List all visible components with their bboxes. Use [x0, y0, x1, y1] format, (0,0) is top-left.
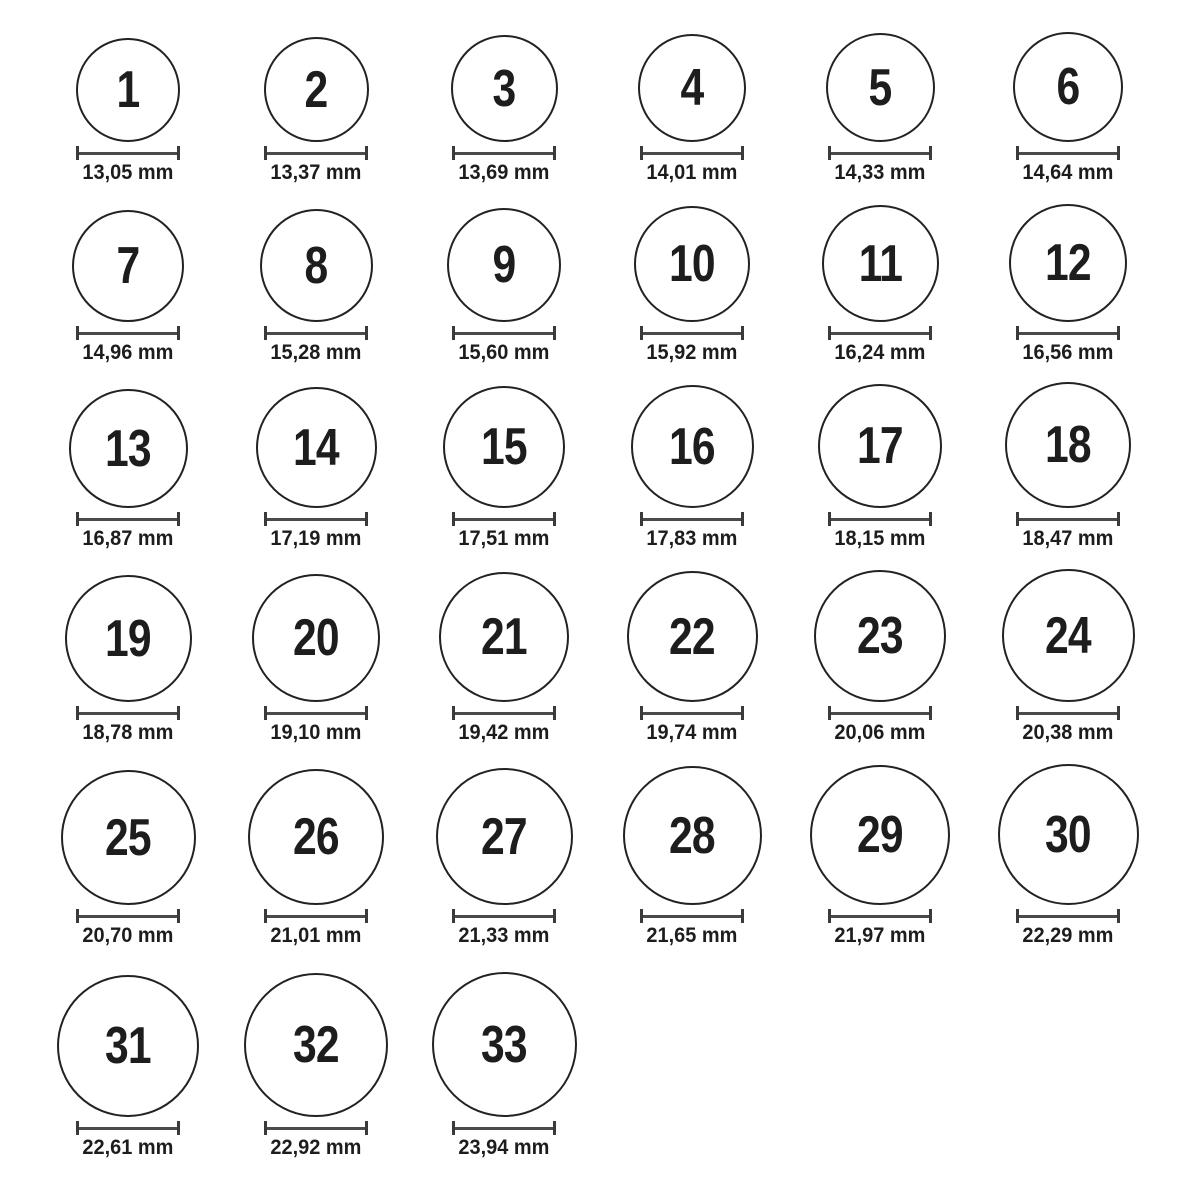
- ring-circle: [998, 764, 1139, 905]
- ring-circle: [256, 387, 377, 508]
- diameter-label: 19,42 mm: [458, 721, 550, 744]
- ring-size-number: 14: [293, 418, 339, 477]
- ring-size-item: [76, 38, 180, 186]
- ring-circle: [65, 575, 192, 702]
- diameter-label: 14,96 mm: [82, 341, 174, 364]
- diameter-measure-line: [452, 1121, 556, 1135]
- ring-circle: [826, 33, 935, 142]
- measure-bar: [79, 915, 177, 918]
- measure-bar: [79, 152, 177, 155]
- diameter-measure-line: [264, 1121, 368, 1135]
- measure-right-tick: [1117, 146, 1120, 160]
- ring-size-item: [69, 389, 188, 552]
- diameter-label: 16,24 mm: [834, 341, 926, 364]
- ring-size-item: [810, 765, 950, 949]
- measure-bar: [1019, 712, 1117, 715]
- measure-bar: [267, 152, 365, 155]
- diameter-measure-line: [1016, 326, 1120, 340]
- diameter-measure-line: [640, 146, 744, 160]
- diameter-label: 15,60 mm: [458, 341, 550, 364]
- ring-circle: [260, 209, 373, 322]
- diameter-label: 23,94 mm: [458, 1136, 550, 1159]
- ring-size-number: 30: [1045, 805, 1091, 864]
- diameter-measure-line: [76, 706, 180, 720]
- measure-right-tick: [177, 909, 180, 923]
- diameter-measure-line: [76, 146, 180, 160]
- diameter-measure-line: [76, 512, 180, 526]
- diameter-label: 22,29 mm: [1022, 924, 1114, 947]
- measure-right-tick: [741, 512, 744, 526]
- ring-size-item: [264, 37, 369, 186]
- ring-circle: [818, 384, 942, 508]
- measure-bar: [831, 915, 929, 918]
- diameter-measure-line: [452, 146, 556, 160]
- diameter-measure-line: [452, 326, 556, 340]
- ring-size-number: 33: [481, 1015, 527, 1074]
- ring-size-item: [998, 764, 1139, 949]
- diameter-label: 21,33 mm: [458, 924, 550, 947]
- measure-bar: [1019, 152, 1117, 155]
- ring-circle: [72, 210, 184, 322]
- ring-size-number: 23: [857, 607, 903, 665]
- diameter-measure-line: [1016, 706, 1120, 720]
- ring-size-number: 25: [105, 808, 151, 867]
- diameter-measure-line: [264, 512, 368, 526]
- measure-right-tick: [1117, 909, 1120, 923]
- ring-size-number: 32: [293, 1016, 339, 1074]
- measure-right-tick: [553, 146, 556, 160]
- measure-right-tick: [741, 146, 744, 160]
- ring-size-number: 29: [857, 806, 903, 864]
- diameter-measure-line: [828, 706, 932, 720]
- ring-size-item: [57, 975, 199, 1161]
- measure-bar: [831, 332, 929, 335]
- measure-right-tick: [365, 706, 368, 720]
- diameter-label: 18,78 mm: [82, 721, 174, 744]
- measure-right-tick: [929, 706, 932, 720]
- measure-bar: [79, 1127, 177, 1130]
- ring-circle: [1002, 569, 1135, 702]
- ring-size-item: [61, 770, 196, 949]
- diameter-label: 19,10 mm: [270, 721, 362, 744]
- ring-size-number: 21: [481, 608, 527, 666]
- ring-size-number: 15: [481, 418, 527, 476]
- diameter-label: 17,19 mm: [270, 527, 362, 550]
- diameter-label: 19,74 mm: [646, 721, 738, 744]
- measure-right-tick: [1117, 326, 1120, 340]
- ring-size-number: 6: [1056, 58, 1080, 116]
- measure-bar: [643, 518, 741, 521]
- measure-right-tick: [177, 146, 180, 160]
- measure-bar: [643, 332, 741, 335]
- measure-right-tick: [929, 146, 932, 160]
- ring-circle: [623, 766, 762, 905]
- measure-right-tick: [365, 909, 368, 923]
- diameter-label: 21,65 mm: [646, 924, 738, 947]
- ring-size-number: 12: [1045, 234, 1091, 292]
- measure-right-tick: [553, 326, 556, 340]
- diameter-label: 22,92 mm: [270, 1136, 362, 1159]
- ring-size-number: 1: [116, 61, 140, 119]
- ring-size-item: [814, 570, 946, 746]
- measure-bar: [79, 518, 177, 521]
- diameter-label: 20,70 mm: [82, 924, 174, 947]
- diameter-measure-line: [76, 909, 180, 923]
- measure-bar: [1019, 915, 1117, 918]
- ring-size-number: 27: [481, 807, 527, 866]
- ring-circle: [439, 572, 569, 702]
- ring-circle: [822, 205, 939, 322]
- ring-size-item: [432, 972, 577, 1161]
- diameter-label: 13,37 mm: [270, 161, 362, 184]
- ring-size-number: 9: [492, 236, 516, 294]
- ring-size-item: [260, 209, 373, 366]
- ring-circle: [264, 37, 369, 142]
- diameter-measure-line: [1016, 146, 1120, 160]
- diameter-label: 18,47 mm: [1022, 527, 1114, 550]
- ring-circle: [69, 389, 188, 508]
- measure-bar: [455, 712, 553, 715]
- diameter-label: 17,83 mm: [646, 527, 738, 550]
- ring-circle: [627, 571, 758, 702]
- measure-bar: [831, 712, 929, 715]
- ring-size-number: 19: [105, 609, 151, 668]
- diameter-measure-line: [640, 326, 744, 340]
- diameter-label: 18,15 mm: [834, 527, 926, 550]
- ring-size-number: 31: [105, 1017, 151, 1075]
- ring-circle: [252, 574, 380, 702]
- ring-circle: [451, 35, 558, 142]
- diameter-label: 21,97 mm: [834, 924, 926, 947]
- measure-right-tick: [365, 512, 368, 526]
- diameter-label: 13,69 mm: [458, 161, 550, 184]
- ring-size-item: [436, 768, 573, 949]
- ring-size-item: [1005, 382, 1131, 552]
- measure-bar: [267, 712, 365, 715]
- ring-size-item: [822, 205, 939, 366]
- diameter-label: 16,56 mm: [1022, 341, 1114, 364]
- ring-circle: [631, 385, 754, 508]
- measure-bar: [267, 915, 365, 918]
- ring-circle: [443, 386, 565, 508]
- measure-bar: [267, 518, 365, 521]
- diameter-label: 22,61 mm: [82, 1136, 174, 1159]
- diameter-measure-line: [828, 326, 932, 340]
- measure-right-tick: [177, 706, 180, 720]
- ring-size-item: [627, 571, 758, 746]
- diameter-measure-line: [640, 909, 744, 923]
- ring-size-item: [1009, 204, 1127, 366]
- diameter-label: 14,33 mm: [834, 161, 926, 184]
- diameter-label: 14,64 mm: [1022, 161, 1114, 184]
- ring-circle: [634, 206, 750, 322]
- ring-circle: [432, 972, 577, 1117]
- measure-right-tick: [929, 909, 932, 923]
- ring-size-item: [818, 384, 942, 552]
- ring-circle: [810, 765, 950, 905]
- ring-size-item: [244, 973, 388, 1161]
- ring-circle: [436, 768, 573, 905]
- ring-circle: [1013, 32, 1123, 142]
- measure-bar: [455, 1127, 553, 1130]
- diameter-measure-line: [640, 512, 744, 526]
- ring-size-item: [447, 208, 561, 366]
- ring-size-number: 11: [858, 234, 902, 293]
- ring-size-item: [439, 572, 569, 746]
- ring-size-item: [634, 206, 750, 366]
- ring-size-number: 22: [669, 607, 715, 666]
- ring-circle: [244, 973, 388, 1117]
- ring-size-chart: [34, 0, 1200, 1161]
- diameter-label: 13,05 mm: [82, 161, 174, 184]
- diameter-label: 16,87 mm: [82, 527, 174, 550]
- ring-size-item: [256, 387, 377, 552]
- ring-size-number: 13: [105, 419, 151, 478]
- diameter-label: 20,38 mm: [1022, 721, 1114, 744]
- measure-right-tick: [741, 706, 744, 720]
- ring-size-number: 26: [293, 808, 339, 866]
- ring-size-item: [826, 33, 935, 186]
- ring-size-item: [252, 574, 380, 746]
- measure-right-tick: [1117, 706, 1120, 720]
- ring-size-number: 7: [116, 237, 140, 295]
- ring-size-number: 10: [669, 235, 715, 293]
- ring-circle: [248, 769, 384, 905]
- measure-right-tick: [741, 909, 744, 923]
- measure-bar: [79, 712, 177, 715]
- diameter-measure-line: [452, 512, 556, 526]
- ring-size-item: [1002, 569, 1135, 746]
- ring-size-number: 24: [1045, 606, 1091, 665]
- ring-size-number: 2: [304, 60, 328, 119]
- measure-bar: [1019, 332, 1117, 335]
- measure-bar: [455, 518, 553, 521]
- ring-size-number: 8: [304, 236, 328, 295]
- diameter-label: 21,01 mm: [270, 924, 362, 947]
- ring-circle: [638, 34, 746, 142]
- measure-bar: [267, 1127, 365, 1130]
- measure-right-tick: [365, 1121, 368, 1135]
- ring-circle: [447, 208, 561, 322]
- diameter-label: 14,01 mm: [646, 161, 738, 184]
- diameter-measure-line: [264, 146, 368, 160]
- measure-bar: [455, 915, 553, 918]
- diameter-label: 15,92 mm: [646, 341, 738, 364]
- ring-circle: [57, 975, 199, 1117]
- diameter-measure-line: [264, 909, 368, 923]
- diameter-measure-line: [828, 146, 932, 160]
- ring-circle: [814, 570, 946, 702]
- measure-right-tick: [929, 326, 932, 340]
- ring-size-number: 3: [492, 59, 516, 118]
- measure-bar: [643, 712, 741, 715]
- ring-circle: [1009, 204, 1127, 322]
- ring-size-item: [1013, 32, 1123, 186]
- measure-right-tick: [177, 326, 180, 340]
- ring-size-item: [631, 385, 754, 552]
- ring-size-item: [638, 34, 746, 186]
- diameter-label: 15,28 mm: [270, 341, 362, 364]
- measure-right-tick: [553, 909, 556, 923]
- measure-bar: [831, 518, 929, 521]
- measure-bar: [79, 332, 177, 335]
- measure-right-tick: [1117, 512, 1120, 526]
- measure-bar: [643, 152, 741, 155]
- measure-bar: [267, 332, 365, 335]
- diameter-measure-line: [828, 909, 932, 923]
- measure-right-tick: [553, 1121, 556, 1135]
- ring-circle: [76, 38, 180, 142]
- measure-right-tick: [177, 512, 180, 526]
- ring-circle: [1005, 382, 1131, 508]
- ring-size-item: [451, 35, 558, 186]
- measure-right-tick: [553, 706, 556, 720]
- measure-right-tick: [365, 146, 368, 160]
- measure-bar: [1019, 518, 1117, 521]
- diameter-measure-line: [640, 706, 744, 720]
- measure-right-tick: [741, 326, 744, 340]
- ring-size-item: [623, 766, 762, 949]
- ring-size-number: 5: [868, 58, 892, 117]
- measure-bar: [643, 915, 741, 918]
- diameter-measure-line: [452, 909, 556, 923]
- ring-size-number: 16: [669, 417, 715, 476]
- diameter-measure-line: [76, 326, 180, 340]
- ring-size-number: 18: [1045, 416, 1091, 474]
- diameter-measure-line: [264, 706, 368, 720]
- ring-size-number: 17: [857, 417, 903, 475]
- ring-size-number: 28: [669, 806, 715, 865]
- ring-size-number: 4: [680, 59, 704, 117]
- ring-circle: [61, 770, 196, 905]
- diameter-measure-line: [452, 706, 556, 720]
- diameter-measure-line: [76, 1121, 180, 1135]
- measure-right-tick: [177, 1121, 180, 1135]
- diameter-measure-line: [1016, 909, 1120, 923]
- ring-size-item: [443, 386, 565, 552]
- ring-size-item: [65, 575, 192, 746]
- measure-bar: [455, 152, 553, 155]
- diameter-label: 17,51 mm: [458, 527, 550, 550]
- measure-bar: [831, 152, 929, 155]
- measure-right-tick: [929, 512, 932, 526]
- measure-right-tick: [365, 326, 368, 340]
- diameter-measure-line: [828, 512, 932, 526]
- measure-right-tick: [553, 512, 556, 526]
- ring-size-item: [72, 210, 184, 366]
- diameter-measure-line: [264, 326, 368, 340]
- diameter-label: 20,06 mm: [834, 721, 926, 744]
- ring-size-number: 20: [293, 609, 339, 667]
- diameter-measure-line: [1016, 512, 1120, 526]
- ring-size-item: [248, 769, 384, 949]
- measure-bar: [455, 332, 553, 335]
